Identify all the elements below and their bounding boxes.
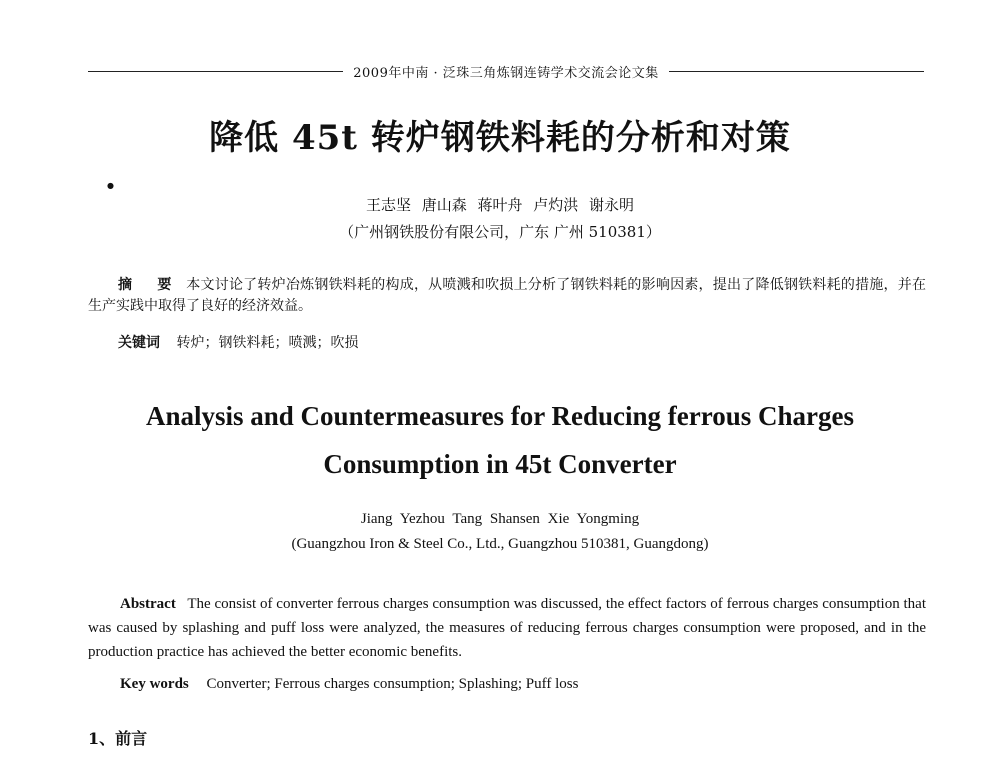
keywords-en-label: Key words <box>120 676 189 692</box>
running-header <box>88 62 924 81</box>
affiliation-cn: （广州钢铁股份有限公司，广东 广州 510381） <box>339 223 661 241</box>
authors-en: Jiang Yezhou Tang Shansen Xie Yongming <box>360 511 640 527</box>
title-en-line-1: Analysis and Countermeasures for Reducing ferrous Charges <box>145 401 854 431</box>
abstract-cn-text: 本文讨论了转炉冶炼钢铁料耗的构成，从喷溅和吹损上分析了钢铁料耗的影响因素，提出了降低钢铁料耗的措施，并在生产实践中取得了良好的经济效益。 <box>88 277 927 314</box>
stray-mark: ● <box>107 181 114 190</box>
keywords-cn-label: 关键词 <box>118 335 160 351</box>
paper-title-en <box>0 392 1000 488</box>
abstract-en-text: The consist of converter ferrous charges consumption was discussed, the effect factors of ferrous charges consumption that was caused by splashing and puff loss were analyzed, the measures of reducing ferrous charges consumption were proposed, and in the production practice has achieved the better economic benefits. <box>88 596 926 660</box>
abstract-cn <box>88 275 926 317</box>
keywords-cn <box>118 332 358 352</box>
keywords-en <box>120 676 578 693</box>
header-rule-right <box>669 71 924 72</box>
header-rule-left <box>88 71 343 72</box>
paper-title-cn: 降低 45t 转炉钢铁料耗的分析和对策 <box>209 118 791 158</box>
abstract-en-label: Abstract <box>120 596 176 612</box>
authors-cn: 王志坚 唐山森 蒋叶舟 卢灼洪 谢永明 <box>365 196 635 214</box>
abstract-cn-label: 摘 要 <box>118 277 182 293</box>
keywords-cn-text: 转炉；钢铁料耗；喷溅；吹损 <box>176 335 359 351</box>
title-en-line-2: Consumption in 45t Converter <box>323 449 677 479</box>
section-1-heading: 1、前言 <box>88 729 148 748</box>
keywords-en-text: Converter; Ferrous charges consumption; Splashing; Puff loss <box>206 676 579 692</box>
running-title: 2009年中南 · 泛珠三角炼钢连铸学术交流会论文集 <box>353 66 659 81</box>
abstract-en <box>88 592 926 664</box>
affiliation-en: (Guangzhou Iron & Steel Co., Ltd., Guangzhou 510381, Guangdong) <box>291 536 709 552</box>
